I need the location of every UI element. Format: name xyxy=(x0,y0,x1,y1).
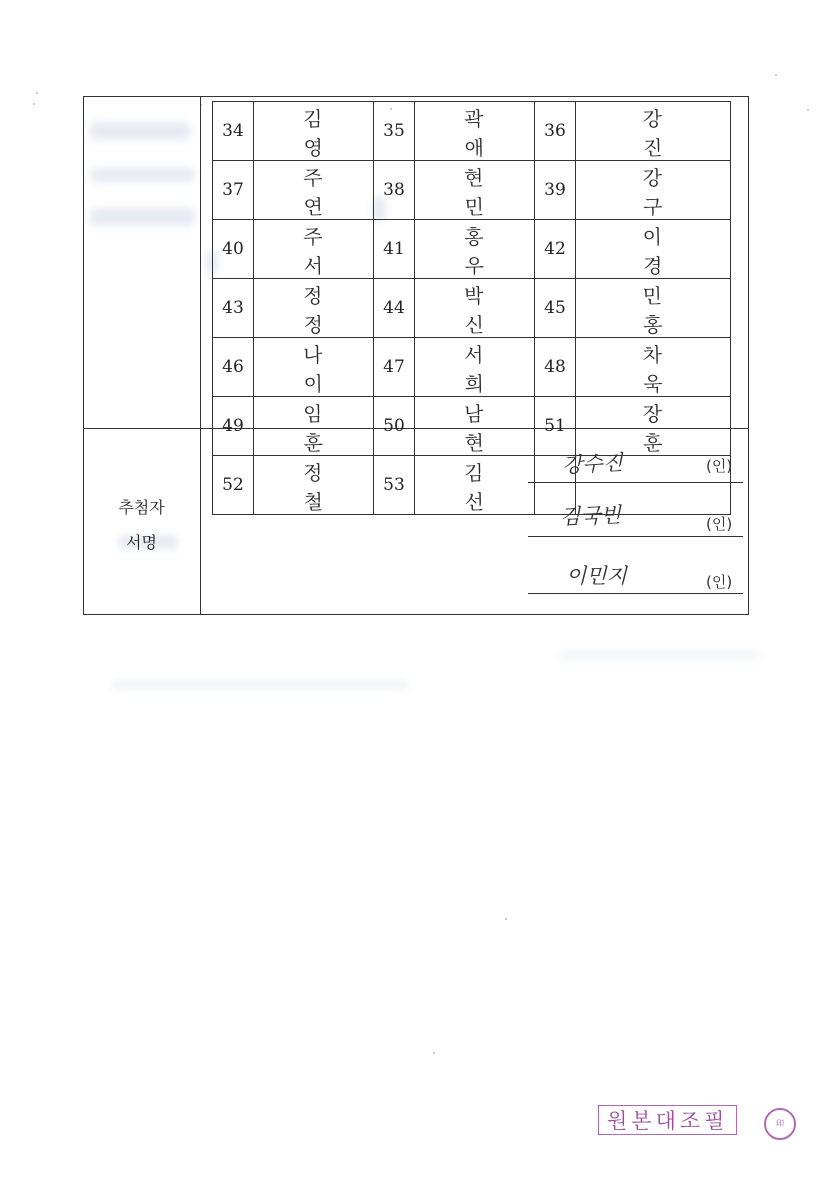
entry-number: 37 xyxy=(213,161,254,220)
entry-name: 강 구 xyxy=(575,159,731,221)
entry-name: 이 경 xyxy=(575,218,731,280)
entry-number: 38 xyxy=(374,161,415,220)
signer-seal: (인) xyxy=(706,573,733,591)
entry-name: 강 진 xyxy=(575,100,731,162)
draw-table-row xyxy=(213,102,731,161)
redaction-smudge xyxy=(90,122,190,140)
entry-name: 홍 우 xyxy=(414,218,535,279)
entry-name: 김 영 xyxy=(253,100,374,161)
draw-table-row xyxy=(213,220,731,279)
entry-name: 현 민 xyxy=(414,159,535,220)
entry-number: 41 xyxy=(374,220,415,279)
scan-speck xyxy=(807,109,809,111)
signer-name: 이민지 xyxy=(566,564,627,588)
redaction-smudge xyxy=(560,650,760,660)
entry-name: 김 선 xyxy=(414,454,535,515)
entry-name: 주 연 xyxy=(253,159,374,220)
entry-number: 40 xyxy=(213,220,254,279)
draw-table-row xyxy=(213,397,731,456)
scan-speck xyxy=(33,103,35,105)
entry-number: 51 xyxy=(535,397,576,456)
entry-number: 35 xyxy=(374,102,415,161)
entry-number: 43 xyxy=(213,279,254,338)
entry-name: 서 희 xyxy=(414,336,535,397)
entry-number: 45 xyxy=(535,279,576,338)
signer-label-line2: 서명 xyxy=(126,533,157,552)
entry-number: 49 xyxy=(213,397,254,456)
entry-number: 39 xyxy=(535,161,576,220)
entry-number: 42 xyxy=(535,220,576,279)
signer-name: 김국빈 xyxy=(559,502,622,530)
entry-number: 53 xyxy=(374,456,415,515)
seal-stamp: 印 xyxy=(764,1108,796,1140)
entry-name: 정 철 xyxy=(253,454,374,515)
entry-name: 곽 애 xyxy=(414,100,535,161)
redaction-smudge xyxy=(90,168,195,182)
entry-name: 민 홍 xyxy=(575,277,731,339)
signature-line xyxy=(528,482,743,483)
signer-seal: (인) xyxy=(706,457,733,475)
draw-table-row xyxy=(213,338,731,397)
entry-name: 남 현 xyxy=(414,395,535,456)
signature-line xyxy=(528,536,743,537)
signature-line xyxy=(528,593,743,594)
entry-number: 46 xyxy=(213,338,254,397)
redaction-smudge xyxy=(110,680,410,690)
entry-name: 주 서 xyxy=(253,218,374,279)
entry-name: 정 정 xyxy=(253,277,374,338)
draw-table xyxy=(212,101,731,515)
entry-name: 나 이 xyxy=(253,336,374,397)
entry-name: 박 신 xyxy=(414,277,535,338)
label-column-divider xyxy=(200,97,201,614)
draw-table-row xyxy=(213,456,731,515)
entry-number: 47 xyxy=(374,338,415,397)
redaction-smudge xyxy=(90,208,195,226)
entry-number: 36 xyxy=(535,102,576,161)
entry-name: 장 훈 xyxy=(575,395,731,457)
entry-name: 임 훈 xyxy=(253,395,374,456)
scan-speck xyxy=(775,74,777,76)
draw-table-row xyxy=(213,279,731,338)
entry-number: 50 xyxy=(374,397,415,456)
entry-name: 차 욱 xyxy=(575,336,731,398)
scan-speck xyxy=(433,1052,435,1054)
entry-number: 44 xyxy=(374,279,415,338)
scan-speck xyxy=(505,918,507,920)
entry-number: 52 xyxy=(213,456,254,515)
certified-copy-stamp: 원본대조필 xyxy=(598,1105,737,1135)
signer-name: 강수진 xyxy=(561,450,624,478)
signer-label-line1: 추첨자 xyxy=(118,498,165,517)
entry-number: 34 xyxy=(213,102,254,161)
entry-number: 48 xyxy=(535,338,576,397)
scan-speck xyxy=(36,92,38,94)
signer-seal: (인) xyxy=(706,515,733,533)
draw-table-row xyxy=(213,161,731,220)
